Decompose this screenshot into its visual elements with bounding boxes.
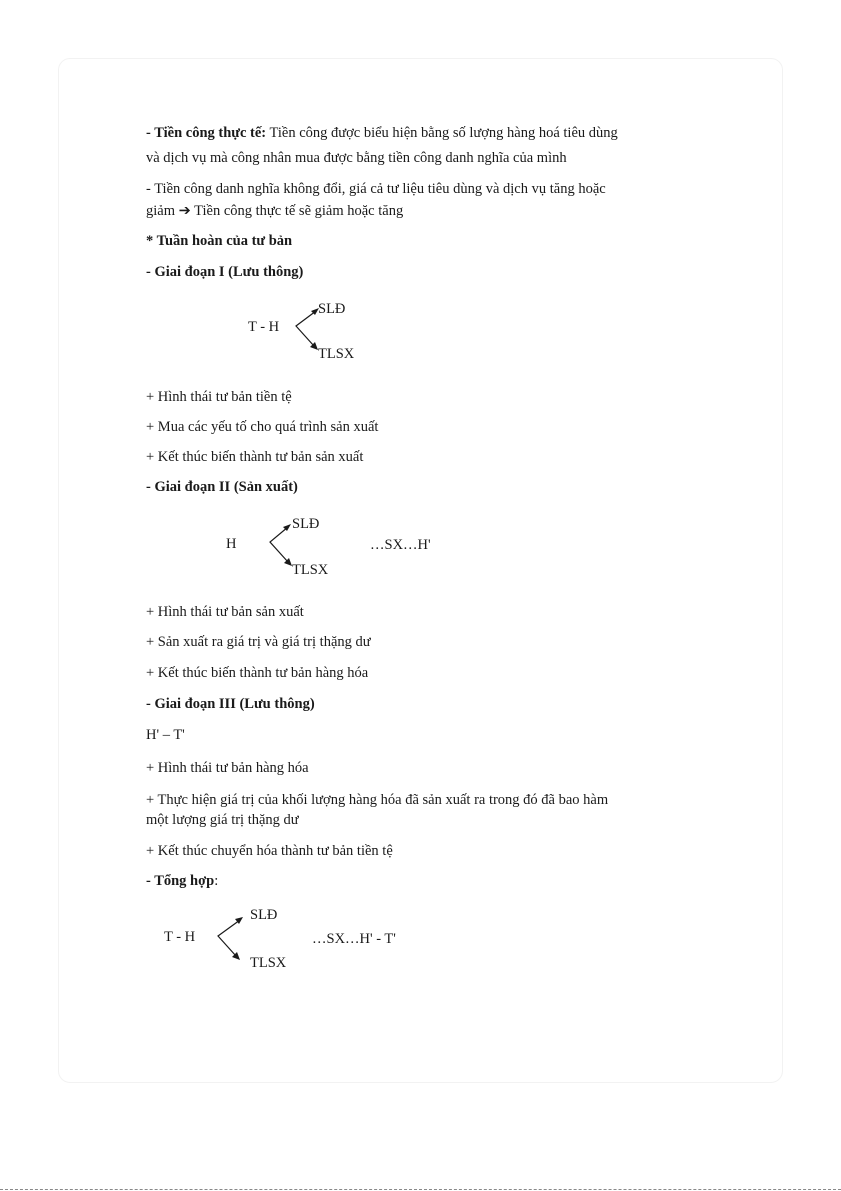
- stage1-diagram: [246, 298, 386, 368]
- stage2-branch-arrows: [222, 514, 462, 584]
- real-wage-title: - Tiền công thực tế:: [146, 125, 267, 141]
- stage1-bullet-3: + Kết thúc biến thành tư bản sản xuất: [146, 449, 364, 465]
- stage1-heading: - Giai đoạn I (Lưu thông): [146, 264, 304, 280]
- note-text-b: Tiền công thực tế sẽ giảm hoặc tăng: [190, 203, 404, 219]
- stage1-diagram-left: T - H: [248, 319, 280, 335]
- summary-heading-text: - Tổng hợp: [146, 873, 215, 889]
- real-wage-definition-text: Tiền công được biểu hiện bằng số lượng hàng hoá tiêu dùng: [266, 125, 618, 141]
- stage3-bullet-3: + Kết thúc chuyển hóa thành tư bản tiền tệ: [146, 843, 393, 859]
- stage2-bullet-1: + Hình thái tư bản sản xuất: [146, 604, 304, 620]
- summary-colon: :: [214, 873, 219, 889]
- real-wage-definition-line2: và dịch vụ mà công nhân mua được bằng tiền công danh nghĩa của mình: [146, 150, 567, 166]
- stage2-diagram-bottom: TLSX: [292, 562, 329, 578]
- stage3-bullet-2-cont: một lượng giá trị thặng dư: [146, 812, 299, 828]
- stage1-bullet-1: + Hình thái tư bản tiền tệ: [146, 389, 292, 405]
- real-wage-definition: [146, 124, 618, 142]
- note-text-a: giảm: [146, 203, 179, 219]
- stage3-heading: - Giai đoạn III (Lưu thông): [146, 696, 315, 712]
- real-wage-note-line1: - Tiền công danh nghĩa không đổi, giá cả tư liệu tiêu dùng và dịch vụ tăng hoặc: [146, 181, 606, 197]
- stage1-branch-arrows: [246, 298, 386, 368]
- stage2-bullet-3: + Kết thúc biến thành tư bản hàng hóa: [146, 665, 369, 681]
- stage2-diagram-top: SLĐ: [292, 516, 320, 532]
- summary-diagram: [162, 904, 442, 980]
- cycle-heading: * Tuần hoàn của tư bản: [146, 233, 293, 249]
- summary-diagram-left: T - H: [164, 929, 196, 945]
- stage3-formula: H' – T': [146, 727, 185, 743]
- summary-diagram-bottom: TLSX: [250, 955, 287, 971]
- stage1-diagram-bottom: TLSX: [318, 346, 355, 362]
- stage3-bullet-2: + Thực hiện giá trị của khối lượng hàng hóa đã sản xuất ra trong đó đã bao hàm: [146, 792, 609, 808]
- stage2-diagram-right: …SX…H': [370, 537, 431, 553]
- right-arrow-icon: ➔: [178, 203, 191, 219]
- stage3-bullet-1: + Hình thái tư bản hàng hóa: [146, 760, 309, 776]
- stage2-diagram-left: H: [226, 536, 237, 552]
- stage2-diagram: [222, 514, 462, 584]
- summary-diagram-top: SLĐ: [250, 907, 278, 923]
- summary-heading: [146, 872, 218, 890]
- stage2-heading: - Giai đoạn II (Sản xuất): [146, 479, 298, 495]
- summary-diagram-right: …SX…H' - T': [312, 931, 396, 947]
- stage1-bullet-2: + Mua các yếu tố cho quá trình sản xuất: [146, 419, 379, 435]
- stage1-diagram-top: SLĐ: [318, 301, 346, 317]
- bottom-dashed-rule: [0, 1189, 841, 1190]
- stage2-bullet-2: + Sản xuất ra giá trị và giá trị thặng dư: [146, 634, 371, 650]
- real-wage-note-line2: [146, 202, 403, 220]
- summary-branch-arrows: [162, 904, 442, 980]
